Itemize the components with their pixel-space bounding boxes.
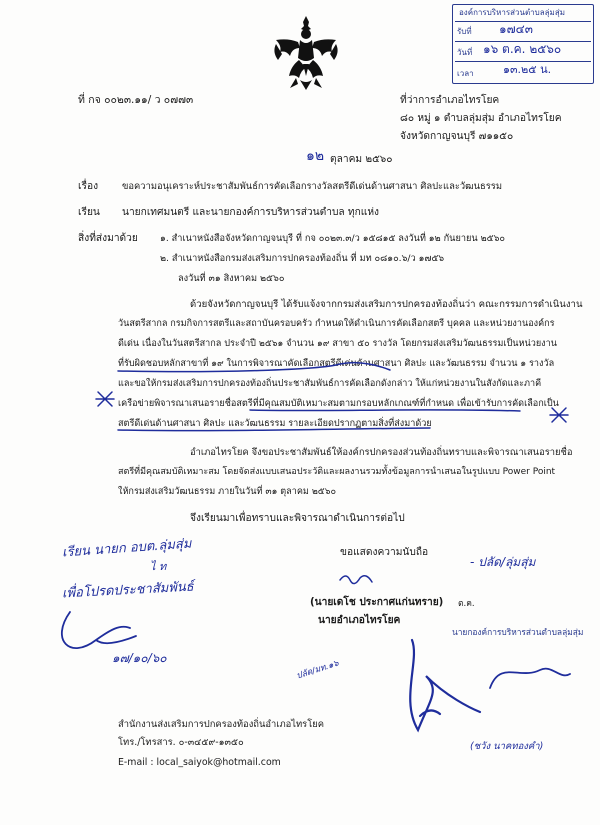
date-month-year: ตุลาคม ๒๕๖๐ — [330, 154, 393, 165]
handwritten-small-note: ปลัด/มท.๑๖ — [295, 658, 341, 682]
ink-underline-2 — [250, 410, 520, 411]
ink-star-right — [550, 408, 568, 422]
to-label: เรียน — [78, 207, 100, 218]
printed-org-title: นายกองค์การบริหารส่วนตำบลลุ่มสุ่ม — [452, 627, 584, 637]
body-p1-line-7: สตรีดีเด่นด้านศาสนา ศิลปะ และวัฒนธรรม รายละเอียดปรากฏตามสิ่งที่ส่งมาด้วย — [118, 419, 432, 429]
stamp-recv-no-label: รับที่ — [457, 27, 472, 36]
signature-chief — [340, 576, 372, 584]
body-p2-line-1: อำเภอไทรโยค จึงขอประชาสัมพันธ์ให้องค์กรปกครองส่วนท้องถิ่นทราบและพิจารณาเสนอรายชื่อ — [190, 447, 573, 458]
body-p1-line-3: ดีเด่น เนื่องในวันสตรีสากล ประจำปี ๒๕๖๑ จำนวน ๑๙ สาขา ๕๐ รางวัล โดยกรมส่งเสริมวัฒนธรรมเป็นหน่วยงาน — [118, 339, 557, 349]
handwritten-right-top: - ปลัด/ลุ่มสุ่ม — [470, 555, 536, 569]
office-line-3: จังหวัดกาญจนบุรี ๗๑๑๕๐ — [400, 131, 514, 142]
body-p1-line-1: ด้วยจังหวัดกาญจนบุรี ได้รับแจ้งจากกรมส่งเสริมการปกครองท้องถิ่นว่า คณะกรรมการดำเนินงาน — [190, 299, 583, 310]
handwritten-date: ๑๗/๑๐/๖๐ — [112, 651, 167, 665]
ink-underline-3 — [118, 428, 430, 431]
office-line-1: ที่ว่าการอำเภอไทรโยค — [400, 95, 500, 106]
body-p3: จึงเรียนมาเพื่อทราบและพิจารณาดำเนินการต่อไป — [190, 513, 405, 524]
body-p1-line-5: และขอให้กรมส่งเสริมการปกครองท้องถิ่นประชาสัมพันธ์การคัดเลือกดังกล่าว ให้แก่หน่วยงานในสังกัดและภาคี — [118, 379, 542, 389]
handwritten-note-1: เรียน นายก อบต.ลุ่มสุ่ม — [61, 536, 192, 561]
body-p1-line-2: วันสตรีสากล กรมกิจการสตรีและสถาบันครอบครัว กำหนดให้ดำเนินการคัดเลือกสตรี บุคคล และหน่วยงานองค์กร — [118, 319, 555, 329]
body-p1-line-4: ที่รับผิดชอบหลักสาขาที่ ๑๙ ในการพิจารณาคัดเลือกสตรีดีเด่นด้านศาสนา ศิลปะ และวัฒนธรรม จำนวน ๑ รางวัล — [118, 359, 555, 369]
ink-underline-1 — [118, 363, 390, 372]
handwritten-note-1b: ไ ท — [150, 560, 167, 573]
doc-number: ที่ กจ ๐๐๒๓.๑๑/ ว ๐๗๗๓ — [78, 94, 194, 106]
footer-office: สำนักงานส่งเสริมการปกครองท้องถิ่นอำเภอไทรโยค — [118, 719, 324, 730]
handwritten-right-bottom: (ชวัง นาคทองคำ) — [470, 741, 544, 752]
attachment-item-2b: ลงวันที่ ๓๑ สิงหาคม ๒๕๖๐ — [178, 273, 285, 284]
to-text: นายกเทศมนตรี และนายกองค์การบริหารส่วนตำบล ทุกแห่ง — [122, 207, 380, 218]
signature-large — [410, 640, 480, 730]
attachment-item-1: ๑. สำเนาหนังสือจังหวัดกาญจนบุรี ที่ กจ ๐๐๒๓.๓/ว ๑๕๘๑๕ ลงวันที่ ๑๒ กันยายน ๒๕๖๐ — [160, 233, 506, 244]
stamp-date: ๑๖ ต.ค. ๒๕๖๐ — [483, 42, 562, 56]
handwritten-right-label: ต.ค. — [458, 599, 475, 609]
attachments-label: สิ่งที่ส่งมาด้วย — [78, 233, 138, 244]
stamp-time: ๑๓.๒๕ น. — [503, 63, 552, 76]
attachment-item-2: ๒. สำเนาหนังสือกรมส่งเสริมการปกครองท้องถิ่น ที่ มท ๐๘๑๐.๖/ว ๑๗๕๖ — [160, 253, 445, 264]
signature-left — [62, 612, 136, 648]
ink-star-left — [96, 392, 114, 406]
handwritten-note-2: เพื่อโปรดประชาสัมพันธ์ — [61, 579, 195, 602]
closing-regards: ขอแสดงความนับถือ — [340, 547, 429, 558]
stamp-date-label: วันที่ — [457, 48, 473, 57]
body-p2-line-3: ให้กรมส่งเสริมวัฒนธรรม ภายในวันที่ ๓๑ ตุลาคม ๒๕๖๐ — [118, 487, 337, 497]
footer-phone: โทร./โทรสาร. ๐-๓๔๕๙-๑๓๕๐ — [118, 737, 244, 748]
signer-position: นายอำเภอไทรโยค — [318, 615, 401, 626]
subject-label: เรื่อง — [78, 181, 99, 192]
body-p2-line-2: สตรีที่มีคุณสมบัติเหมาะสม โดยจัดส่งแบบเสนอประวัติและผลงานรวมทั้งข้อมูลการนำเสนอในรูปแบบ Power Point — [118, 467, 556, 477]
subject-text: ขอความอนุเคราะห์ประชาสัมพันธ์การคัดเลือกรางวัลสตรีดีเด่นด้านศาสนา ศิลปะและวัฒนธรรม — [122, 181, 502, 192]
stamp-recv-no: ๑๗๔๓ — [499, 22, 533, 36]
office-line-2: ๘๐ หมู่ ๑ ตำบลลุ่มสุ่ม อำเภอไทรโยค — [400, 113, 562, 124]
footer-email: E-mail : local_saiyok@hotmail.com — [118, 757, 281, 768]
signer-name: (นายเดโช ประกาศแก่นทราย) — [310, 597, 444, 608]
body-p1-line-6: เครือข่ายพิจารณาเสนอรายชื่อสตรีที่มีคุณสมบัติเหมาะสมตามกรอบหลักเกณฑ์ที่กำหนด เพื่อเข้ารับการคัดเลือกเป็น — [118, 399, 559, 409]
date-day: ๑๒ — [306, 148, 325, 164]
stamp-org: องค์การบริหารส่วนตำบลลุ่มสุ่ม — [459, 8, 565, 17]
signature-right — [490, 669, 570, 688]
stamp-time-label: เวลา — [457, 69, 474, 78]
